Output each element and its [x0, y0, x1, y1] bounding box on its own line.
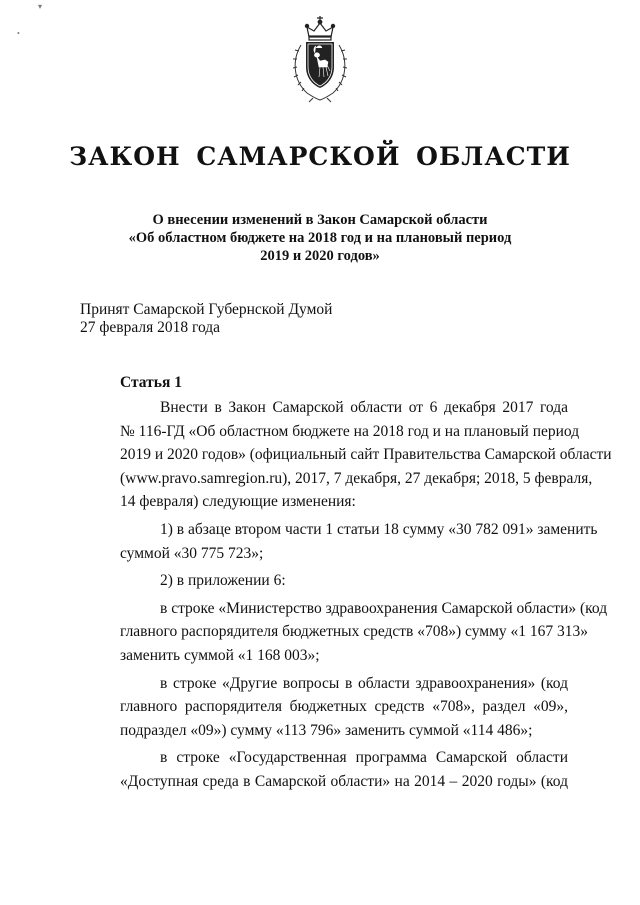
paragraph: [80, 518, 598, 565]
text-line: № 116-ГД «Об областном бюджете на 2018 год и на плановый период: [120, 422, 580, 440]
paragraph: [80, 672, 568, 743]
paragraph: [80, 746, 568, 793]
subject-line: «Об областном бюджете на 2018 год и на плановый период: [128, 230, 512, 246]
law-title: ЗАКОН САМАРСКОЙ ОБЛАСТИ: [69, 142, 571, 171]
text-line: главного распорядителя бюджетных средств «708») сумму «1 167 313»: [120, 623, 588, 641]
subject-line: О внесении изменений в Закон Самарской области: [152, 212, 488, 228]
law-subject: [100, 211, 540, 265]
subject-line: 2019 и 2020 годов»: [260, 248, 380, 264]
text-line: Внести в Закон Самарской области от 6 декабря 2017 года: [160, 399, 568, 416]
text-line: в строке «Министерство здравоохранения Самарской области» (код: [160, 599, 608, 617]
adoption-note: [80, 301, 480, 337]
scan-speck: ▾: [38, 2, 43, 11]
text-line: 2) в приложении 6:: [160, 572, 286, 590]
text-line: в строке «Государственная программа Самарской области: [160, 749, 568, 767]
text-line: 14 февраля) следующие изменения:: [120, 493, 356, 511]
text-line: 1) в абзаце втором части 1 статьи 18 сумму «30 782 091» заменить: [160, 520, 598, 538]
paragraph: [80, 597, 608, 668]
paragraph: [80, 569, 568, 593]
adoption-date: 27 февраля 2018 года: [80, 319, 221, 336]
paragraph: [80, 396, 612, 514]
text-line: 2019 и 2020 годов» (официальный сайт Правительства Самарской области: [120, 446, 612, 464]
adoption-body: Принят Самарской Губернской Думой: [80, 301, 333, 318]
text-line: суммой «30 775 723»;: [120, 544, 264, 562]
text-line: заменить суммой «1 168 003»;: [120, 646, 320, 664]
text-line: (www.pravo.samregion.ru), 2017, 7 декабря, 27 декабря; 2018, 5 февраля,: [120, 469, 593, 487]
scan-speck: •: [17, 29, 20, 38]
text-line: «Доступная среда в Самарской области» на 2014 – 2020 годы» (код: [120, 772, 568, 790]
text-line: главного распорядителя бюджетных средств «708», раздел «09»,: [120, 698, 568, 716]
text-line: в строке «Другие вопросы в области здравоохранения» (код: [160, 674, 568, 692]
text-line: подраздел «09») сумму «113 796» заменить суммой «114 486»;: [120, 721, 533, 739]
article-body: [80, 396, 612, 794]
article-title: Статья 1: [120, 374, 182, 391]
samara-coat-of-arms-icon: [287, 15, 353, 103]
